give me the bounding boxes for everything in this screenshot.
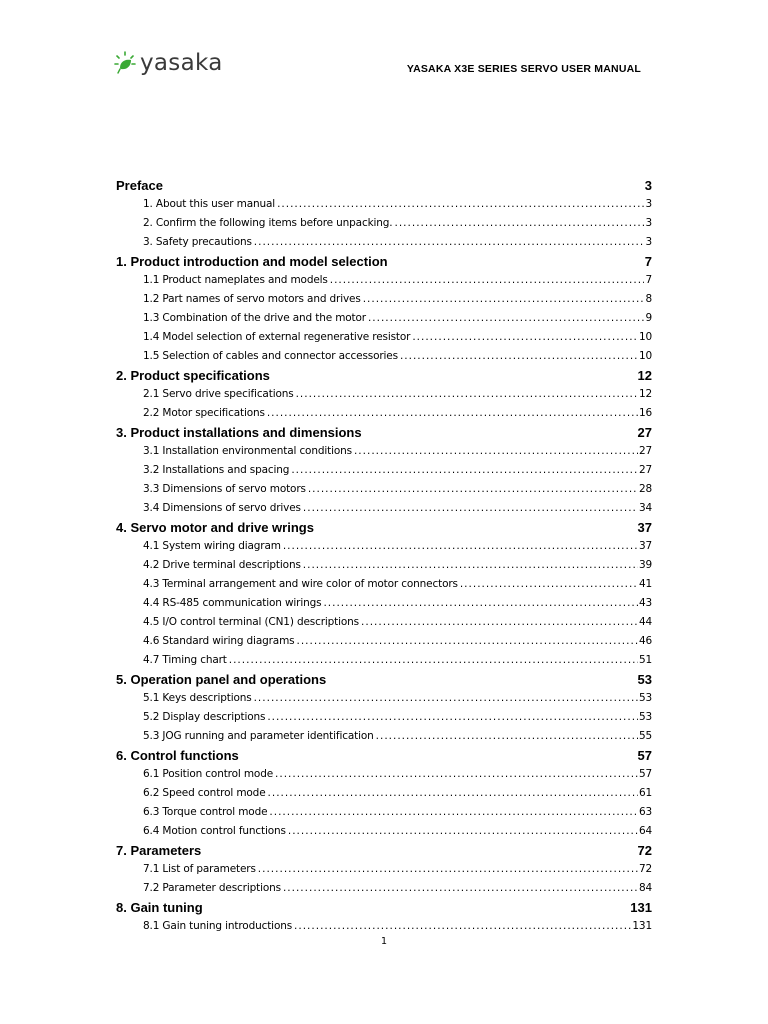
dot-leader bbox=[268, 784, 638, 803]
dot-leader bbox=[258, 860, 638, 879]
toc-subsection-entry[interactable] bbox=[143, 480, 652, 499]
toc-subsection-page: 131 bbox=[632, 920, 652, 932]
dot-leader bbox=[323, 594, 638, 613]
toc-subsection-page: 41 bbox=[638, 578, 652, 590]
toc-subsection-entry[interactable] bbox=[143, 290, 652, 309]
toc-subsection-title: 7.2 Parameter descriptions bbox=[143, 882, 281, 894]
toc-subsection-entry[interactable] bbox=[143, 214, 652, 233]
toc-subsection-page: 84 bbox=[638, 882, 652, 894]
toc-subsection-page: 72 bbox=[638, 863, 652, 875]
dot-leader bbox=[288, 822, 638, 841]
toc-subsection-entry[interactable] bbox=[143, 613, 652, 632]
toc-section-page: 12 bbox=[637, 368, 652, 383]
page-number: 1 bbox=[380, 936, 388, 947]
toc-subsection-title: 8.1 Gain tuning introductions bbox=[143, 920, 293, 932]
dot-leader bbox=[275, 765, 638, 784]
document-header-title: YASAKA X3E SERIES SERVO USER MANUAL bbox=[406, 63, 641, 75]
toc-subsection-page: 63 bbox=[638, 806, 652, 818]
toc-subsection-title: 6.2 Speed control mode bbox=[143, 787, 266, 799]
toc-subsection-entry[interactable] bbox=[143, 195, 652, 214]
toc-section-entry[interactable] bbox=[116, 841, 652, 860]
toc-subsection-entry[interactable] bbox=[143, 727, 652, 746]
dot-leader bbox=[267, 708, 638, 727]
dot-leader bbox=[291, 461, 638, 480]
dot-leader bbox=[303, 556, 638, 575]
toc-subsection-title: 6.1 Position control mode bbox=[143, 768, 274, 780]
toc-section-entry[interactable] bbox=[116, 670, 652, 689]
dot-leader bbox=[254, 689, 638, 708]
toc-subsection-entry[interactable] bbox=[143, 803, 652, 822]
dot-leader bbox=[277, 195, 644, 214]
dot-leader bbox=[363, 290, 645, 309]
toc-subsection-entry[interactable] bbox=[143, 632, 652, 651]
toc-subsection-title: 1.3 Combination of the drive and the motor bbox=[143, 312, 366, 324]
toc-section-title: 4. Servo motor and drive wrings bbox=[116, 520, 314, 535]
dot-leader bbox=[308, 480, 638, 499]
toc-subsection-entry[interactable] bbox=[143, 556, 652, 575]
toc-subsection-title: 4.1 System wiring diagram bbox=[143, 540, 281, 552]
toc-subsection-entry[interactable] bbox=[143, 537, 652, 556]
toc-subsection-title: 3. Safety precautions bbox=[143, 236, 252, 248]
toc-section-title: 1. Product introduction and model selection bbox=[116, 254, 388, 269]
toc-subsection-title: 5.3 JOG running and parameter identification bbox=[143, 730, 374, 742]
toc-subsection-title: 3.3 Dimensions of servo motors bbox=[143, 483, 306, 495]
toc-subsection-page: 3 bbox=[645, 198, 652, 210]
toc-subsection-entry[interactable] bbox=[143, 309, 652, 328]
dot-leader bbox=[303, 499, 638, 518]
toc-section-entry[interactable] bbox=[116, 746, 652, 765]
dot-leader bbox=[294, 917, 631, 936]
toc-subsection-entry[interactable] bbox=[143, 689, 652, 708]
toc-subsection-entry[interactable] bbox=[143, 822, 652, 841]
toc-subsection-title: 4.3 Terminal arrangement and wire color of motor connectors bbox=[143, 578, 458, 590]
toc-subsection-entry[interactable] bbox=[143, 784, 652, 803]
toc-subsection-page: 27 bbox=[638, 445, 652, 457]
toc-subsection-page: 53 bbox=[638, 711, 652, 723]
toc-subsection-entry[interactable] bbox=[143, 328, 652, 347]
toc-subsection-title: 1. About this user manual bbox=[143, 198, 276, 210]
toc-section-entry[interactable] bbox=[116, 252, 652, 271]
toc-subsection-page: 3 bbox=[645, 217, 652, 229]
toc-subsection-title: 6.4 Motion control functions bbox=[143, 825, 286, 837]
toc-section-title: 2. Product specifications bbox=[116, 368, 270, 383]
toc-subsection-page: 57 bbox=[638, 768, 652, 780]
toc-section-title: 3. Product installations and dimensions bbox=[116, 425, 362, 440]
yasaka-logo bbox=[114, 49, 223, 77]
toc-section-title: 7. Parameters bbox=[116, 843, 202, 858]
sun-leaf-icon bbox=[114, 51, 136, 75]
toc-subsection-page: 12 bbox=[638, 388, 652, 400]
toc-subsection-title: 3.1 Installation environmental conditions bbox=[143, 445, 352, 457]
toc-subsection-title: 4.2 Drive terminal descriptions bbox=[143, 559, 301, 571]
toc-subsection-page: 61 bbox=[638, 787, 652, 799]
toc-section-title: 6. Control functions bbox=[116, 748, 239, 763]
toc-subsection-entry[interactable] bbox=[143, 860, 652, 879]
toc-section-page: 7 bbox=[644, 254, 652, 269]
toc-subsection-title: 4.5 I/O control terminal (CN1) descriptions bbox=[143, 616, 360, 628]
toc-subsection-page: 27 bbox=[638, 464, 652, 476]
toc-section-entry[interactable] bbox=[116, 423, 652, 442]
toc-subsection-entry[interactable] bbox=[143, 499, 652, 518]
toc-subsection-title: 1.2 Part names of servo motors and drives bbox=[143, 293, 361, 305]
toc-section-page: 3 bbox=[644, 178, 652, 193]
dot-leader bbox=[361, 613, 638, 632]
toc-subsection-page: 28 bbox=[638, 483, 652, 495]
dot-leader bbox=[330, 271, 645, 290]
toc-section-page: 131 bbox=[630, 900, 652, 915]
toc-subsection-page: 16 bbox=[638, 407, 652, 419]
toc-section-title: Preface bbox=[116, 178, 163, 193]
toc-subsection-page: 34 bbox=[638, 502, 652, 514]
toc-subsection-page: 10 bbox=[638, 350, 652, 362]
toc-section-entry[interactable] bbox=[116, 366, 652, 385]
dot-leader bbox=[283, 879, 638, 898]
toc-subsection-page: 10 bbox=[638, 331, 652, 343]
toc-section-title: 5. Operation panel and operations bbox=[116, 672, 327, 687]
toc-subsection-title: 4.6 Standard wiring diagrams bbox=[143, 635, 295, 647]
dot-leader bbox=[400, 347, 638, 366]
toc-subsection-page: 7 bbox=[645, 274, 652, 286]
toc-subsection-entry[interactable] bbox=[143, 765, 652, 784]
dot-leader bbox=[460, 575, 638, 594]
toc-section-page: 72 bbox=[637, 843, 652, 858]
toc-subsection-page: 43 bbox=[638, 597, 652, 609]
dot-leader bbox=[267, 404, 638, 423]
toc-subsection-page: 53 bbox=[638, 692, 652, 704]
toc-subsection-page: 64 bbox=[638, 825, 652, 837]
toc-subsection-entry[interactable] bbox=[143, 233, 652, 252]
toc-subsection-page: 44 bbox=[638, 616, 652, 628]
toc-subsection-entry[interactable] bbox=[143, 442, 652, 461]
dot-leader bbox=[269, 803, 638, 822]
toc-subsection-page: 37 bbox=[638, 540, 652, 552]
toc-subsection-entry[interactable] bbox=[143, 385, 652, 404]
dot-leader bbox=[254, 233, 645, 252]
toc-subsection-entry[interactable] bbox=[143, 575, 652, 594]
toc-subsection-title: 2. Confirm the following items before unpacking. bbox=[143, 217, 393, 229]
toc-subsection-title: 4.4 RS-485 communication wirings bbox=[143, 597, 322, 609]
toc-subsection-title: 1.5 Selection of cables and connector accessories bbox=[143, 350, 398, 362]
toc-section-title: 8. Gain tuning bbox=[116, 900, 203, 915]
toc-subsection-page: 39 bbox=[638, 559, 652, 571]
toc-subsection-entry[interactable] bbox=[143, 708, 652, 727]
toc-subsection-page: 55 bbox=[638, 730, 652, 742]
dot-leader bbox=[395, 214, 645, 233]
toc-subsection-entry[interactable] bbox=[143, 271, 652, 290]
toc-subsection-page: 46 bbox=[638, 635, 652, 647]
dot-leader bbox=[283, 537, 638, 556]
toc-subsection-title: 3.2 Installations and spacing bbox=[143, 464, 290, 476]
toc-subsection-entry[interactable] bbox=[143, 879, 652, 898]
toc-subsection-page: 8 bbox=[645, 293, 652, 305]
toc-subsection-entry[interactable] bbox=[143, 461, 652, 480]
logo-text: yasaka bbox=[140, 50, 223, 76]
toc-section-page: 37 bbox=[637, 520, 652, 535]
dot-leader bbox=[354, 442, 638, 461]
toc-subsection-page: 51 bbox=[638, 654, 652, 666]
toc-subsection-title: 1.1 Product nameplates and models bbox=[143, 274, 328, 286]
dot-leader bbox=[368, 309, 645, 328]
toc-subsection-entry[interactable] bbox=[143, 347, 652, 366]
dot-leader bbox=[229, 651, 638, 670]
toc-section-entry[interactable] bbox=[116, 898, 652, 917]
dot-leader bbox=[376, 727, 638, 746]
toc-subsection-title: 5.1 Keys descriptions bbox=[143, 692, 252, 704]
toc-subsection-title: 6.3 Torque control mode bbox=[143, 806, 268, 818]
toc-subsection-title: 3.4 Dimensions of servo drives bbox=[143, 502, 301, 514]
dot-leader bbox=[296, 385, 638, 404]
toc-subsection-title: 1.4 Model selection of external regenerative resistor bbox=[143, 331, 411, 343]
toc-subsection-title: 2.1 Servo drive specifications bbox=[143, 388, 294, 400]
dot-leader bbox=[296, 632, 637, 651]
toc-section-page: 53 bbox=[637, 672, 652, 687]
toc-subsection-entry[interactable] bbox=[143, 594, 652, 613]
toc-subsection-page: 3 bbox=[645, 236, 652, 248]
toc-subsection-title: 7.1 List of parameters bbox=[143, 863, 256, 875]
toc-section-page: 27 bbox=[637, 425, 652, 440]
table-of-contents bbox=[116, 176, 652, 936]
toc-section-entry[interactable] bbox=[116, 176, 652, 195]
toc-section-page: 57 bbox=[637, 748, 652, 763]
toc-subsection-entry[interactable] bbox=[143, 917, 652, 936]
toc-subsection-title: 2.2 Motor specifications bbox=[143, 407, 265, 419]
toc-subsection-title: 5.2 Display descriptions bbox=[143, 711, 266, 723]
dot-leader bbox=[412, 328, 638, 347]
toc-subsection-entry[interactable] bbox=[143, 404, 652, 423]
toc-subsection-title: 4.7 Timing chart bbox=[143, 654, 227, 666]
toc-section-entry[interactable] bbox=[116, 518, 652, 537]
toc-subsection-page: 9 bbox=[645, 312, 652, 324]
toc-subsection-entry[interactable] bbox=[143, 651, 652, 670]
